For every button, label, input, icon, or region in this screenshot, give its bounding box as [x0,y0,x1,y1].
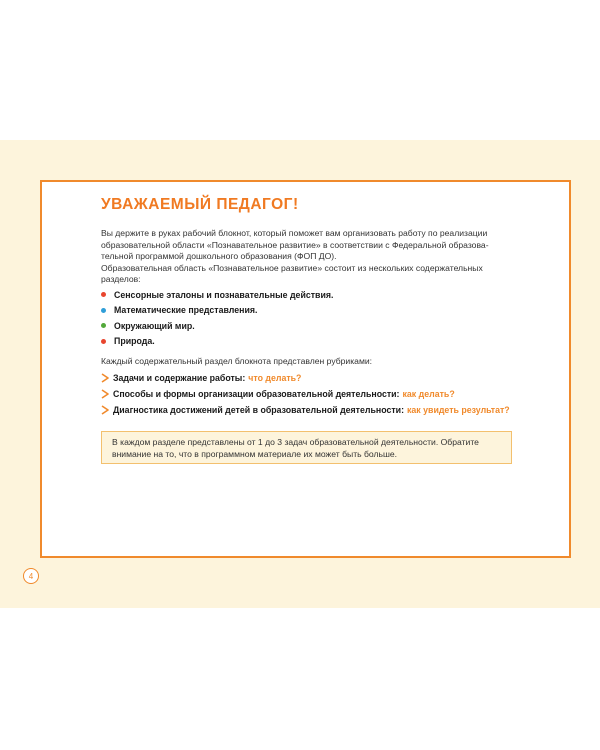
rubrics-intro: Каждый содержательный раздел блокнота представлен рубриками: [101,356,373,366]
intro-line: тельной программой дошкольного образования (ФОП ДО). [101,251,337,262]
intro-line: разделов: [101,274,141,285]
rubric-question: как увидеть результат? [407,405,510,415]
section-item [101,318,333,334]
intro-paragraph [101,228,513,286]
rubric-item [101,386,510,402]
section-list [101,287,333,349]
rubric-label: Задачи и содержание работы: [113,373,246,383]
rubric-item [101,370,510,386]
note-box: В каждом разделе представлены от 1 до 3 задач образовательной деятельности. Обратите внимание на то, что в программном материале их может быть больше. [101,431,512,464]
rubric-question: что делать? [248,373,302,383]
rubric-label: Способы и формы организации образовательной деятельности: [113,389,400,399]
arrow-bullet-icon [101,405,109,415]
arrow-bullet-icon [101,389,109,399]
rubric-item [101,402,510,418]
section-label: Природа. [114,336,155,347]
page-title: УВАЖАЕМЫЙ ПЕДАГОГ! [101,196,299,213]
page-number: 4 [23,568,39,584]
section-label: Математические представления. [114,305,258,316]
section-label: Сенсорные эталоны и познавательные действия. [114,289,334,300]
rubric-label: Диагностика достижений детей в образовательной деятельности: [113,405,404,415]
intro-line: Образовательная область «Познавательное развитие» состоит из нескольких содержательных [101,262,483,273]
rubric-list [101,370,510,418]
arrow-bullet-icon [101,373,109,383]
section-item [101,334,333,350]
section-item [101,303,333,319]
intro-line: образовательной области «Познавательное развитие» в соответствии с Федеральной образова- [101,239,489,250]
bullet-dot-icon [101,323,106,328]
bullet-dot-icon [101,292,106,297]
intro-line: Вы держите в руках рабочий блокнот, который поможет вам организовать работу по реализации [101,228,488,238]
section-label: Окружающий мир. [114,320,195,331]
bullet-dot-icon [101,339,106,344]
section-item [101,287,333,303]
bullet-dot-icon [101,308,106,313]
rubric-question: как делать? [402,389,455,399]
